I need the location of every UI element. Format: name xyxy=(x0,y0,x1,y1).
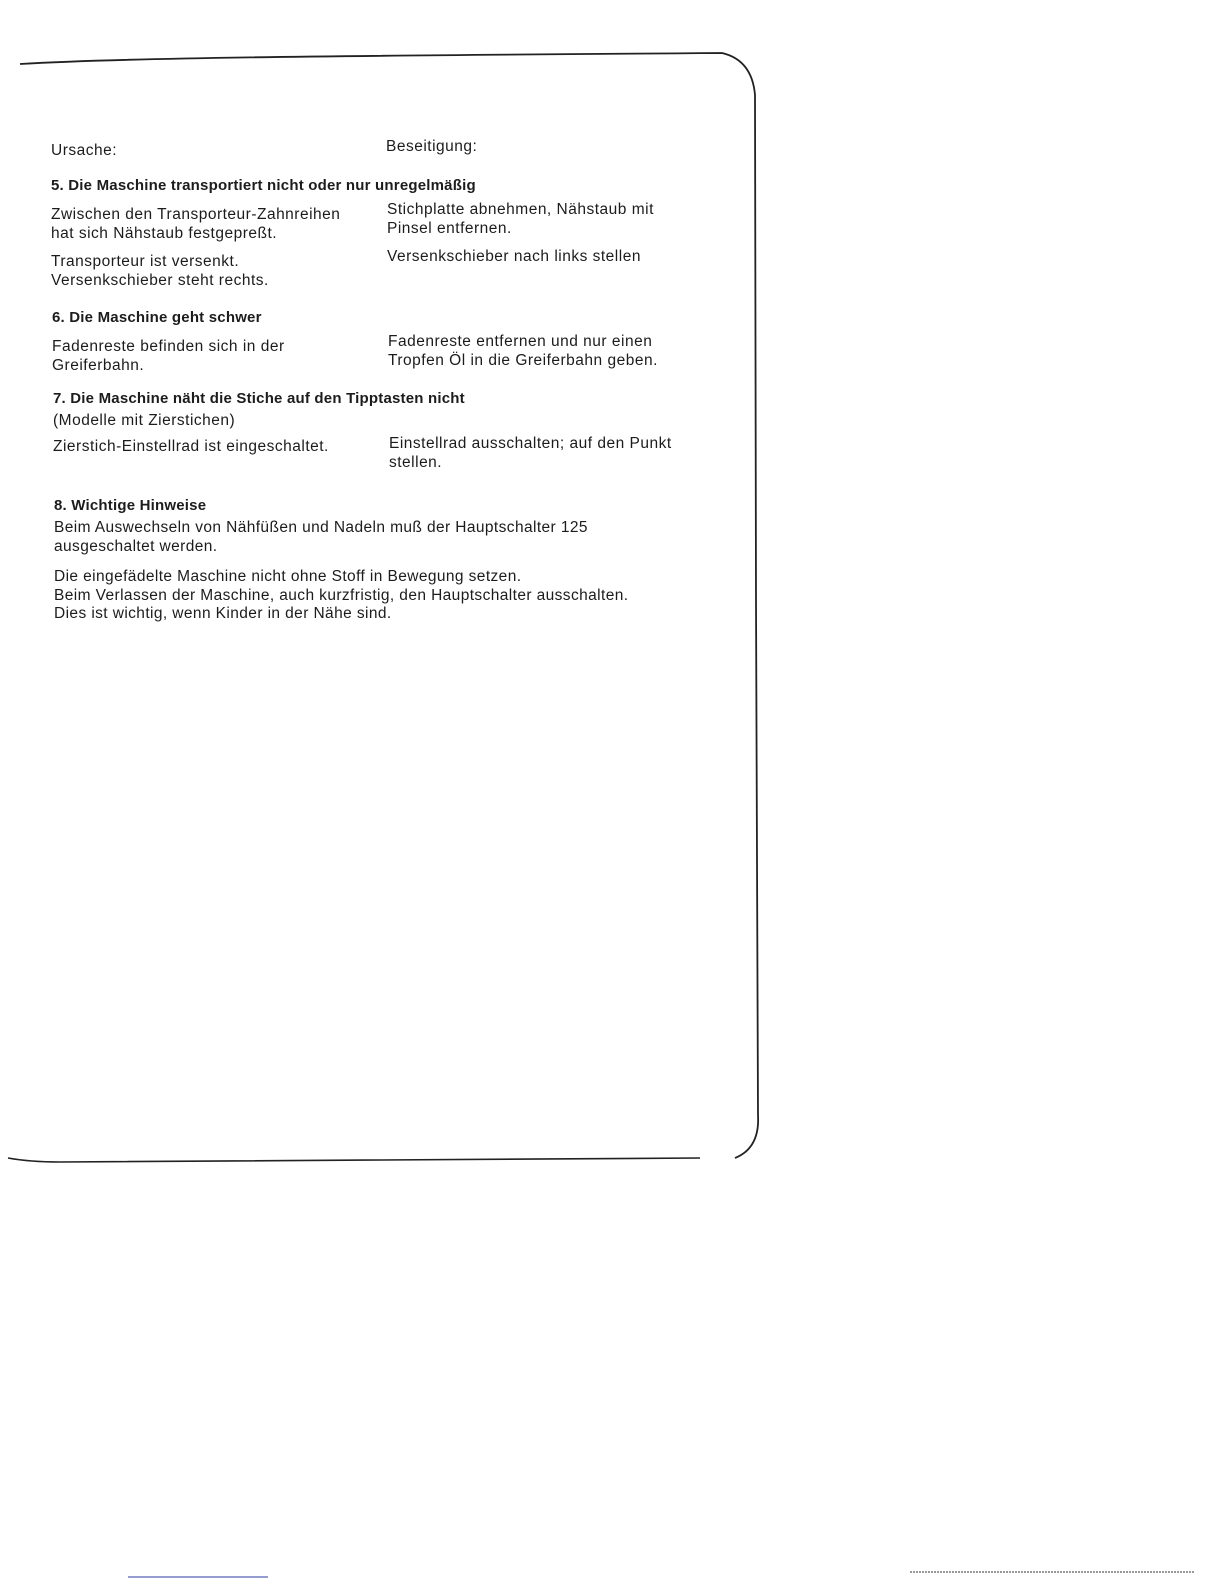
cause-line: Zierstich-Einstellrad ist eingeschaltet. xyxy=(53,438,329,455)
remedy-line: Fadenreste entfernen und nur einen xyxy=(388,333,653,350)
paragraph-line: Beim Auswechseln von Nähfüßen und Nadeln muß der Hauptschalter 125 xyxy=(54,519,588,536)
paragraph-line: Die eingefädelte Maschine nicht ohne Stoff in Bewegung setzen. xyxy=(54,568,522,585)
section-5-cause-2 xyxy=(51,252,269,290)
section-6-cause-1 xyxy=(52,337,285,375)
remedy-line: Stichplatte abnehmen, Nähstaub mit xyxy=(387,201,654,218)
section-5-heading: 5. Die Maschine transportiert nicht oder nur unregelmäßig xyxy=(51,177,476,194)
cause-line: Greiferbahn. xyxy=(52,357,145,374)
cause-line: Zwischen den Transporteur-Zahnreihen xyxy=(51,206,341,223)
section-7-subheading: (Modelle mit Zierstichen) xyxy=(53,412,236,429)
section-5-remedy-2 xyxy=(387,247,641,266)
cause-line: Versenkschieber steht rechts. xyxy=(51,272,269,289)
remedy-line: Pinsel entfernen. xyxy=(387,220,512,237)
remedy-line: Versenkschieber nach links stellen xyxy=(387,248,641,265)
cause-column-label: Ursache: xyxy=(51,142,118,159)
paragraph-line: Beim Verlassen der Maschine, auch kurzfristig, den Hauptschalter ausschalten. xyxy=(54,586,629,604)
remedy-line: Einstellrad ausschalten; auf den Punkt xyxy=(389,435,672,452)
cause-line: hat sich Nähstaub festgepreßt. xyxy=(51,225,278,242)
paragraph-line: ausgeschaltet werden. xyxy=(54,537,218,555)
section-7-cause-1 xyxy=(53,437,329,456)
remedy-line: Tropfen Öl in die Greiferbahn geben. xyxy=(388,352,658,369)
remedy-line: stellen. xyxy=(389,454,443,471)
cause-line: Fadenreste befinden sich in der xyxy=(52,338,285,355)
section-5-cause-1 xyxy=(51,205,340,243)
section-8-paragraph-2 xyxy=(54,568,628,624)
remedy-column-label: Beseitigung: xyxy=(386,138,478,155)
section-7-heading: 7. Die Maschine näht die Stiche auf den Tipptasten nicht xyxy=(53,390,465,407)
cause-line: Transporteur ist versenkt. xyxy=(51,253,240,270)
section-7-remedy-1 xyxy=(389,434,672,472)
paragraph-line: Dies ist wichtig, wenn Kinder in der Nähe sind. xyxy=(54,605,392,622)
section-5-remedy-1 xyxy=(387,200,654,238)
section-6-remedy-1 xyxy=(388,332,658,370)
section-8-heading: 8. Wichtige Hinweise xyxy=(54,497,207,514)
section-8-paragraph-1 xyxy=(54,519,588,556)
section-6-heading: 6. Die Maschine geht schwer xyxy=(52,309,262,326)
